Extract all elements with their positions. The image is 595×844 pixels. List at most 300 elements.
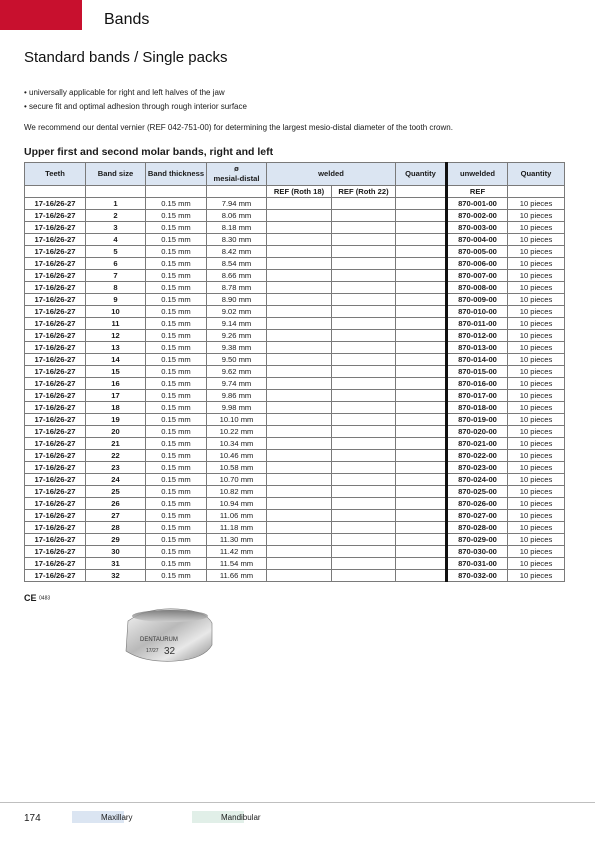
ref-roth18-cell	[267, 210, 332, 222]
recommendation-text: We recommend our dental vernier (REF 042-751-00) for determining the largest mesio-distal diameter of the tooth crown.	[24, 123, 453, 132]
ref-roth18-cell	[267, 546, 332, 558]
band-size-cell: 24	[86, 474, 146, 486]
ref-roth18-cell	[267, 342, 332, 354]
band-size-cell: 12	[86, 330, 146, 342]
band-thickness-cell: 0.15 mm	[146, 198, 207, 210]
table-row	[25, 558, 565, 570]
table-title: Upper first and second molar bands, right and left	[24, 146, 274, 158]
ref-cell: 870-014-00	[447, 354, 508, 366]
teeth-cell: 17-16/26-27	[25, 510, 86, 522]
quantity-welded-cell	[396, 402, 447, 414]
diameter-cell: 11.06 mm	[207, 510, 267, 522]
quantity-cell: 10 pieces	[508, 522, 565, 534]
quantity-welded-cell	[396, 282, 447, 294]
ref-cell: 870-008-00	[447, 282, 508, 294]
diameter-cell: 7.94 mm	[207, 198, 267, 210]
table-row	[25, 342, 565, 354]
band-size-header: Band size	[86, 163, 146, 186]
quantity-cell: 10 pieces	[508, 222, 565, 234]
diameter-cell: 10.82 mm	[207, 486, 267, 498]
teeth-cell: 17-16/26-27	[25, 498, 86, 510]
table-row	[25, 234, 565, 246]
ref-roth22-cell	[332, 210, 396, 222]
diameter-cell: 10.58 mm	[207, 462, 267, 474]
ref-roth18-cell	[267, 474, 332, 486]
ce-mark	[24, 593, 50, 603]
table-row	[25, 330, 565, 342]
quantity-cell: 10 pieces	[508, 330, 565, 342]
diameter-cell: 11.54 mm	[207, 558, 267, 570]
ref-roth22-cell	[332, 438, 396, 450]
band-thickness-cell: 0.15 mm	[146, 270, 207, 282]
ref-roth22-cell	[332, 522, 396, 534]
band-size-cell: 7	[86, 270, 146, 282]
band-size-cell: 5	[86, 246, 146, 258]
quantity-cell: 10 pieces	[508, 450, 565, 462]
quantity-welded-cell	[396, 258, 447, 270]
table-body	[25, 198, 565, 582]
band-thickness-cell: 0.15 mm	[146, 498, 207, 510]
ref-roth22-cell	[332, 534, 396, 546]
quantity-cell: 10 pieces	[508, 306, 565, 318]
band-size-cell: 23	[86, 462, 146, 474]
ref-cell: 870-002-00	[447, 210, 508, 222]
band-thickness-header: Band thickness	[146, 163, 207, 186]
band-size-cell: 15	[86, 366, 146, 378]
teeth-cell: 17-16/26-27	[25, 450, 86, 462]
ref-roth22-cell	[332, 486, 396, 498]
bands-table	[24, 162, 565, 582]
ref-roth22-cell	[332, 294, 396, 306]
quantity-welded-cell	[396, 210, 447, 222]
teeth-cell: 17-16/26-27	[25, 318, 86, 330]
ref-roth18-cell	[267, 198, 332, 210]
quantity-welded-cell	[396, 486, 447, 498]
ref-cell: 870-025-00	[447, 486, 508, 498]
table-row	[25, 222, 565, 234]
table-row	[25, 450, 565, 462]
table-row	[25, 486, 565, 498]
teeth-cell: 17-16/26-27	[25, 354, 86, 366]
band-thickness-cell: 0.15 mm	[146, 486, 207, 498]
quantity-cell: 10 pieces	[508, 318, 565, 330]
band-size-cell: 28	[86, 522, 146, 534]
band-size-cell: 14	[86, 354, 146, 366]
ref-roth18-cell	[267, 222, 332, 234]
ref-roth18-cell	[267, 450, 332, 462]
band-thickness-cell: 0.15 mm	[146, 450, 207, 462]
band-size-cell: 18	[86, 402, 146, 414]
ref-roth22-cell	[332, 546, 396, 558]
table-row	[25, 270, 565, 282]
quantity-welded-cell	[396, 450, 447, 462]
ref-cell: 870-028-00	[447, 522, 508, 534]
diameter-cell: 8.90 mm	[207, 294, 267, 306]
diameter-cell: 8.66 mm	[207, 270, 267, 282]
page-number: 174	[24, 813, 41, 824]
band-size-cell: 21	[86, 438, 146, 450]
ref-roth18-cell	[267, 282, 332, 294]
band-thickness-cell: 0.15 mm	[146, 354, 207, 366]
teeth-cell: 17-16/26-27	[25, 534, 86, 546]
quantity-welded-cell	[396, 474, 447, 486]
diameter-cell: 9.98 mm	[207, 402, 267, 414]
diameter-label: mesial-distal	[213, 174, 260, 183]
ref-cell: 870-010-00	[447, 306, 508, 318]
band-size-cell: 1	[86, 198, 146, 210]
band-thickness-cell: 0.15 mm	[146, 426, 207, 438]
diameter-cell: 8.54 mm	[207, 258, 267, 270]
band-size-cell: 4	[86, 234, 146, 246]
band-size-cell: 11	[86, 318, 146, 330]
ref-roth22-cell	[332, 474, 396, 486]
section-title: Bands	[104, 11, 150, 28]
band-size-cell: 32	[86, 570, 146, 582]
quantity-welded-cell	[396, 246, 447, 258]
unwelded-header: unwelded	[447, 163, 508, 186]
quantity-welded-cell	[396, 366, 447, 378]
ref-cell: 870-019-00	[447, 414, 508, 426]
ref-cell: 870-005-00	[447, 246, 508, 258]
ref-cell: 870-021-00	[447, 438, 508, 450]
footer-divider	[0, 802, 595, 803]
diameter-cell: 9.62 mm	[207, 366, 267, 378]
band-thickness-cell: 0.15 mm	[146, 246, 207, 258]
quantity-welded-cell	[396, 354, 447, 366]
band-thickness-cell: 0.15 mm	[146, 402, 207, 414]
teeth-cell: 17-16/26-27	[25, 330, 86, 342]
quantity-welded-header: Quantity	[396, 163, 447, 186]
quantity-cell: 10 pieces	[508, 414, 565, 426]
quantity-cell: 10 pieces	[508, 282, 565, 294]
band-size-cell: 19	[86, 414, 146, 426]
table-row	[25, 366, 565, 378]
diameter-cell: 9.50 mm	[207, 354, 267, 366]
ref-roth22-cell	[332, 402, 396, 414]
ref-roth22-cell	[332, 378, 396, 390]
ref-roth22-cell	[332, 330, 396, 342]
table-row	[25, 414, 565, 426]
diameter-cell: 9.02 mm	[207, 306, 267, 318]
diameter-cell: 11.30 mm	[207, 534, 267, 546]
ref-roth22-cell	[332, 366, 396, 378]
band-size-cell: 8	[86, 282, 146, 294]
diameter-cell: 10.10 mm	[207, 414, 267, 426]
band-thickness-cell: 0.15 mm	[146, 234, 207, 246]
ref-roth22-cell	[332, 258, 396, 270]
band-thickness-cell: 0.15 mm	[146, 558, 207, 570]
ref-roth18-cell	[267, 306, 332, 318]
ref-roth18-cell	[267, 462, 332, 474]
quantity-cell: 10 pieces	[508, 558, 565, 570]
band-size-cell: 29	[86, 534, 146, 546]
band-thickness-cell: 0.15 mm	[146, 258, 207, 270]
diameter-cell: 11.18 mm	[207, 522, 267, 534]
ref-roth18-cell	[267, 246, 332, 258]
ref-roth18-cell	[267, 366, 332, 378]
diameter-cell: 9.38 mm	[207, 342, 267, 354]
ref-roth18-cell	[267, 270, 332, 282]
ref-roth22-cell	[332, 318, 396, 330]
band-thickness-cell: 0.15 mm	[146, 510, 207, 522]
teeth-cell: 17-16/26-27	[25, 282, 86, 294]
section-color-tab	[0, 0, 82, 30]
band-thickness-cell: 0.15 mm	[146, 474, 207, 486]
ref-roth18-cell	[267, 402, 332, 414]
teeth-cell: 17-16/26-27	[25, 474, 86, 486]
table-row	[25, 546, 565, 558]
ref-cell: 870-003-00	[447, 222, 508, 234]
quantity-cell: 10 pieces	[508, 570, 565, 582]
quantity-cell: 10 pieces	[508, 534, 565, 546]
molar-band-image	[118, 603, 218, 665]
table-row	[25, 498, 565, 510]
quantity-cell: 10 pieces	[508, 390, 565, 402]
diameter-cell: 9.74 mm	[207, 378, 267, 390]
band-size-cell: 9	[86, 294, 146, 306]
maxillary-label: Maxillary	[101, 813, 133, 822]
ref-cell: 870-006-00	[447, 258, 508, 270]
quantity-cell: 10 pieces	[508, 246, 565, 258]
page-title: Standard bands / Single packs	[24, 49, 228, 66]
table-row	[25, 522, 565, 534]
ref-cell: 870-012-00	[447, 330, 508, 342]
band-thickness-cell: 0.15 mm	[146, 462, 207, 474]
diameter-cell: 10.70 mm	[207, 474, 267, 486]
ref-roth22-cell	[332, 558, 396, 570]
ref-cell: 870-001-00	[447, 198, 508, 210]
ref-cell: 870-023-00	[447, 462, 508, 474]
teeth-cell: 17-16/26-27	[25, 270, 86, 282]
diameter-cell: 11.42 mm	[207, 546, 267, 558]
diameter-symbol: ø	[234, 164, 239, 173]
diameter-cell: 10.34 mm	[207, 438, 267, 450]
band-thickness-cell: 0.15 mm	[146, 522, 207, 534]
table-row	[25, 306, 565, 318]
ref-roth18-cell	[267, 414, 332, 426]
band-size-cell: 22	[86, 450, 146, 462]
teeth-cell: 17-16/26-27	[25, 414, 86, 426]
diameter-cell: 8.42 mm	[207, 246, 267, 258]
band-thickness-cell: 0.15 mm	[146, 318, 207, 330]
quantity-welded-cell	[396, 558, 447, 570]
band-size-cell: 10	[86, 306, 146, 318]
quantity-welded-cell	[396, 294, 447, 306]
quantity-welded-cell	[396, 390, 447, 402]
mandibular-label: Mandibular	[221, 813, 261, 822]
ref-roth22-cell	[332, 510, 396, 522]
ref-cell: 870-013-00	[447, 342, 508, 354]
teeth-cell: 17-16/26-27	[25, 246, 86, 258]
ref-cell: 870-026-00	[447, 498, 508, 510]
ref-roth22-cell	[332, 390, 396, 402]
quantity-welded-cell	[396, 270, 447, 282]
quantity-cell: 10 pieces	[508, 510, 565, 522]
band-thickness-cell: 0.15 mm	[146, 330, 207, 342]
ref-cell: 870-031-00	[447, 558, 508, 570]
table-row	[25, 210, 565, 222]
quantity-cell: 10 pieces	[508, 258, 565, 270]
quantity-cell: 10 pieces	[508, 498, 565, 510]
quantity-welded-cell	[396, 198, 447, 210]
band-thickness-cell: 0.15 mm	[146, 378, 207, 390]
band-thickness-cell: 0.15 mm	[146, 570, 207, 582]
ref-roth22-cell	[332, 282, 396, 294]
diameter-cell: 8.30 mm	[207, 234, 267, 246]
quantity-cell: 10 pieces	[508, 270, 565, 282]
quantity-welded-cell	[396, 318, 447, 330]
diameter-cell: 9.86 mm	[207, 390, 267, 402]
teeth-cell: 17-16/26-27	[25, 234, 86, 246]
band-size-cell: 31	[86, 558, 146, 570]
band-size-cell: 20	[86, 426, 146, 438]
ref-roth18-cell	[267, 558, 332, 570]
band-thickness-cell: 0.15 mm	[146, 210, 207, 222]
quantity-welded-cell	[396, 306, 447, 318]
band-thickness-cell: 0.15 mm	[146, 294, 207, 306]
band-size-cell: 6	[86, 258, 146, 270]
table-row	[25, 570, 565, 582]
quantity-cell: 10 pieces	[508, 402, 565, 414]
quantity-cell: 10 pieces	[508, 366, 565, 378]
ref-roth22-cell	[332, 570, 396, 582]
band-thickness-cell: 0.15 mm	[146, 282, 207, 294]
table-row	[25, 354, 565, 366]
diameter-cell: 8.18 mm	[207, 222, 267, 234]
ref-roth22-cell	[332, 306, 396, 318]
ref-cell: 870-011-00	[447, 318, 508, 330]
ref-roth18-cell	[267, 378, 332, 390]
ref-roth18-cell	[267, 498, 332, 510]
quantity-welded-cell	[396, 510, 447, 522]
quantity-welded-cell	[396, 522, 447, 534]
band-size-cell: 3	[86, 222, 146, 234]
band-thickness-cell: 0.15 mm	[146, 306, 207, 318]
ref-roth18-cell	[267, 318, 332, 330]
ref-roth18-cell	[267, 294, 332, 306]
table-row	[25, 438, 565, 450]
ref-roth18-header: REF (Roth 18)	[267, 186, 332, 198]
table-row	[25, 246, 565, 258]
band-size-cell: 25	[86, 486, 146, 498]
quantity-welded-cell	[396, 570, 447, 582]
quantity-cell: 10 pieces	[508, 486, 565, 498]
quantity-cell: 10 pieces	[508, 234, 565, 246]
ref-roth22-cell	[332, 222, 396, 234]
band-size-cell: 30	[86, 546, 146, 558]
teeth-cell: 17-16/26-27	[25, 546, 86, 558]
band-size-cell: 13	[86, 342, 146, 354]
band-thickness-cell: 0.15 mm	[146, 390, 207, 402]
ref-roth18-cell	[267, 390, 332, 402]
quantity-welded-cell	[396, 534, 447, 546]
ref-roth18-cell	[267, 522, 332, 534]
ref-cell: 870-004-00	[447, 234, 508, 246]
diameter-cell: 10.94 mm	[207, 498, 267, 510]
ref-roth22-cell	[332, 462, 396, 474]
teeth-cell: 17-16/26-27	[25, 402, 86, 414]
quantity-cell: 10 pieces	[508, 210, 565, 222]
ref-cell: 870-007-00	[447, 270, 508, 282]
quantity-cell: 10 pieces	[508, 462, 565, 474]
teeth-cell: 17-16/26-27	[25, 558, 86, 570]
quantity-welded-cell	[396, 378, 447, 390]
teeth-cell: 17-16/26-27	[25, 486, 86, 498]
ref-roth18-cell	[267, 330, 332, 342]
band-tooth-text: 17/27	[146, 648, 159, 654]
band-size-text: 32	[164, 646, 176, 657]
teeth-cell: 17-16/26-27	[25, 222, 86, 234]
teeth-cell: 17-16/26-27	[25, 570, 86, 582]
quantity-cell: 10 pieces	[508, 426, 565, 438]
ref-cell: 870-027-00	[447, 510, 508, 522]
quantity-welded-cell	[396, 414, 447, 426]
quantity-welded-cell	[396, 222, 447, 234]
quantity-cell: 10 pieces	[508, 438, 565, 450]
quantity-welded-cell	[396, 546, 447, 558]
table-row	[25, 378, 565, 390]
ref-roth18-cell	[267, 438, 332, 450]
diameter-cell: 8.06 mm	[207, 210, 267, 222]
quantity-welded-cell	[396, 342, 447, 354]
ref-roth22-cell	[332, 498, 396, 510]
ref-roth22-cell	[332, 450, 396, 462]
ref-header: REF	[447, 186, 508, 198]
teeth-cell: 17-16/26-27	[25, 378, 86, 390]
ref-roth18-cell	[267, 534, 332, 546]
ce-label: CE	[24, 593, 37, 603]
ref-cell: 870-015-00	[447, 366, 508, 378]
ref-roth22-cell	[332, 414, 396, 426]
ref-cell: 870-018-00	[447, 402, 508, 414]
table-row	[25, 534, 565, 546]
teeth-cell: 17-16/26-27	[25, 306, 86, 318]
feature-item: • secure fit and optimal adhesion through rough interior surface	[24, 100, 247, 114]
ref-roth18-cell	[267, 426, 332, 438]
ref-roth22-cell	[332, 270, 396, 282]
table-row	[25, 426, 565, 438]
ref-roth22-cell	[332, 198, 396, 210]
diameter-cell: 8.78 mm	[207, 282, 267, 294]
band-thickness-cell: 0.15 mm	[146, 342, 207, 354]
teeth-cell: 17-16/26-27	[25, 390, 86, 402]
band-size-cell: 27	[86, 510, 146, 522]
ref-cell: 870-017-00	[447, 390, 508, 402]
table-subheader-row	[25, 186, 565, 198]
quantity-unwelded-header: Quantity	[508, 163, 565, 186]
table-row	[25, 258, 565, 270]
ref-cell: 870-032-00	[447, 570, 508, 582]
table-row	[25, 510, 565, 522]
ref-roth18-cell	[267, 258, 332, 270]
band-thickness-cell: 0.15 mm	[146, 546, 207, 558]
ref-roth22-header: REF (Roth 22)	[332, 186, 396, 198]
teeth-cell: 17-16/26-27	[25, 294, 86, 306]
teeth-cell: 17-16/26-27	[25, 258, 86, 270]
teeth-header: Teeth	[25, 163, 86, 186]
table-row	[25, 282, 565, 294]
quantity-welded-cell	[396, 330, 447, 342]
quantity-cell: 10 pieces	[508, 342, 565, 354]
ref-roth22-cell	[332, 354, 396, 366]
band-thickness-cell: 0.15 mm	[146, 414, 207, 426]
teeth-cell: 17-16/26-27	[25, 366, 86, 378]
band-size-cell: 16	[86, 378, 146, 390]
quantity-welded-cell	[396, 498, 447, 510]
diameter-cell: 11.66 mm	[207, 570, 267, 582]
table-header-row	[25, 163, 565, 186]
table-row	[25, 318, 565, 330]
